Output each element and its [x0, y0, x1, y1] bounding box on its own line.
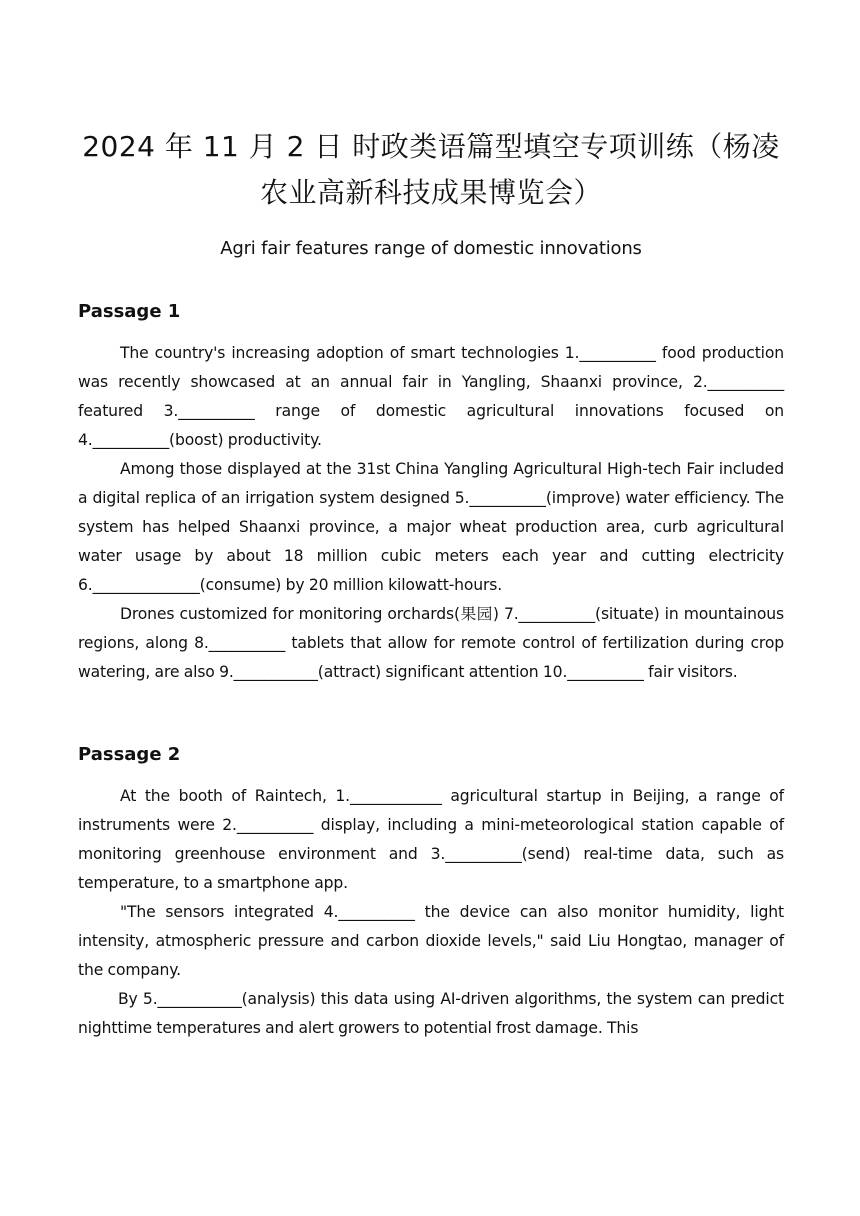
passage-2-body [78, 782, 784, 1043]
passage-1 [78, 299, 784, 687]
passage-1-paragraph-1: The country's increasing adoption of smart technologies 1.__________ food production was recently showcased at an annual fair in Yangling, Shaanxi province, 2.__________ featured 3.__________ range of domestic agricultural innovations focused on 4.__________(boost) productivity. [78, 344, 784, 449]
passage-2-paragraph-1: At the booth of Raintech, 1.____________ agricultural startup in Beijing, a range of instruments were 2.__________ display, including a mini-meteorological station capable of monitoring greenhouse environment and 3.__________(send) real-time data, such as temperature, to a smartphone app. [78, 787, 784, 892]
passage-2 [78, 742, 784, 1043]
passage-1-heading: Passage 1 [78, 301, 181, 322]
passage-1-paragraph-2: Among those displayed at the 31st China Yangling Agricultural High-tech Fair included a digital replica of an irrigation system designed 5.__________(improve) water efficiency. The system has helped Shaanxi province, a major wheat production area, curb agricultural water usage by about 18 million cubic meters each year and cutting electricity 6.______________(consume) by 20 million kilowatt-hours. [78, 460, 784, 594]
passage-1-paragraph-3: Drones customized for monitoring orchards(果园) 7.__________(situate) in mountainous regions, along 8.__________ tablets that allow for remote control of fertilization during crop watering, are also 9.___________(attract) significant attention 10.__________ fair visitors. [78, 605, 784, 681]
passage-2-paragraph-3: By 5.___________(analysis) this data using AI-driven algorithms, the system can predict nighttime temperatures and alert growers to potential frost damage. This [78, 990, 784, 1037]
passage-1-body [78, 339, 784, 687]
document-page [78, 0, 784, 1043]
passage-2-heading: Passage 2 [78, 744, 181, 765]
document-title: 2024 年 11 月 2 日 时政类语篇型填空专项训练（杨凌农业高新科技成果博览会） [82, 130, 780, 209]
document-subtitle: Agri fair features range of domestic innovations [220, 238, 642, 259]
passage-2-paragraph-2: "The sensors integrated 4.__________ the device can also monitor humidity, light intensity, atmospheric pressure and carbon dioxide levels," said Liu Hongtao, manager of the company. [78, 903, 784, 979]
